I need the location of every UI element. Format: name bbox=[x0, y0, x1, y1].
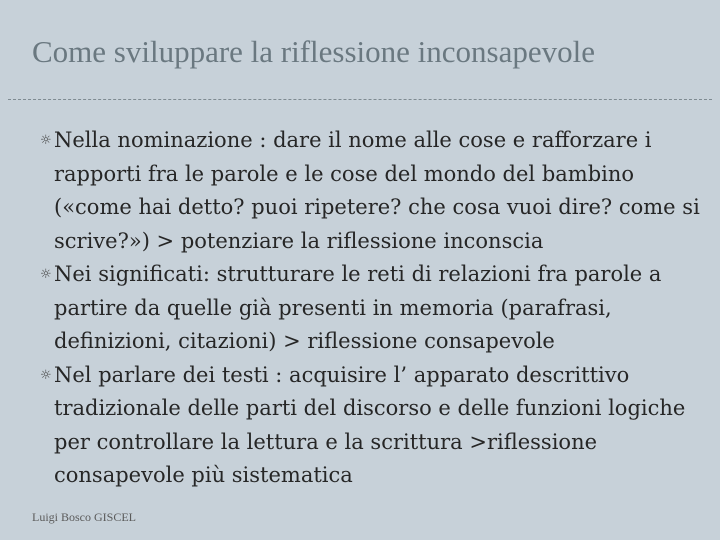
bullet-list bbox=[40, 124, 702, 493]
sun-bullet-icon: ☼ bbox=[40, 267, 52, 282]
bullet-text: Nei significati: strutturare le reti di relazioni fra parole a partire da quelle già presenti in memoria (parafrasi, definizioni, citazioni) > riflessione consapevole bbox=[54, 262, 662, 353]
bullet-item-testi bbox=[40, 359, 702, 493]
bullet-item-nominazione bbox=[40, 124, 702, 258]
title-divider bbox=[8, 99, 712, 100]
bullet-item-significati bbox=[40, 258, 702, 359]
slide-title: Come sviluppare la riflessione inconsapevole bbox=[32, 34, 596, 69]
bullet-text: Nel parlare dei testi : acquisire l’ apparato descrittivo tradizionale delle parti del discorso e delle funzioni logiche per controllare la lettura e la scrittura >riflessione consapevole più sistematica bbox=[54, 362, 686, 487]
footer-author: Luigi Bosco GISCEL bbox=[32, 510, 136, 524]
sun-bullet-icon: ☼ bbox=[40, 367, 52, 383]
sun-bullet-icon: ☼ bbox=[40, 133, 52, 148]
bullet-text: Nella nominazione : dare il nome alle cose e rafforzare i rapporti fra le parole e le cose del mondo del bambino («come hai detto? puoi ripetere? che cosa vuoi dire? come si scrive?») > potenziare la riflessione inconscia bbox=[54, 128, 700, 253]
